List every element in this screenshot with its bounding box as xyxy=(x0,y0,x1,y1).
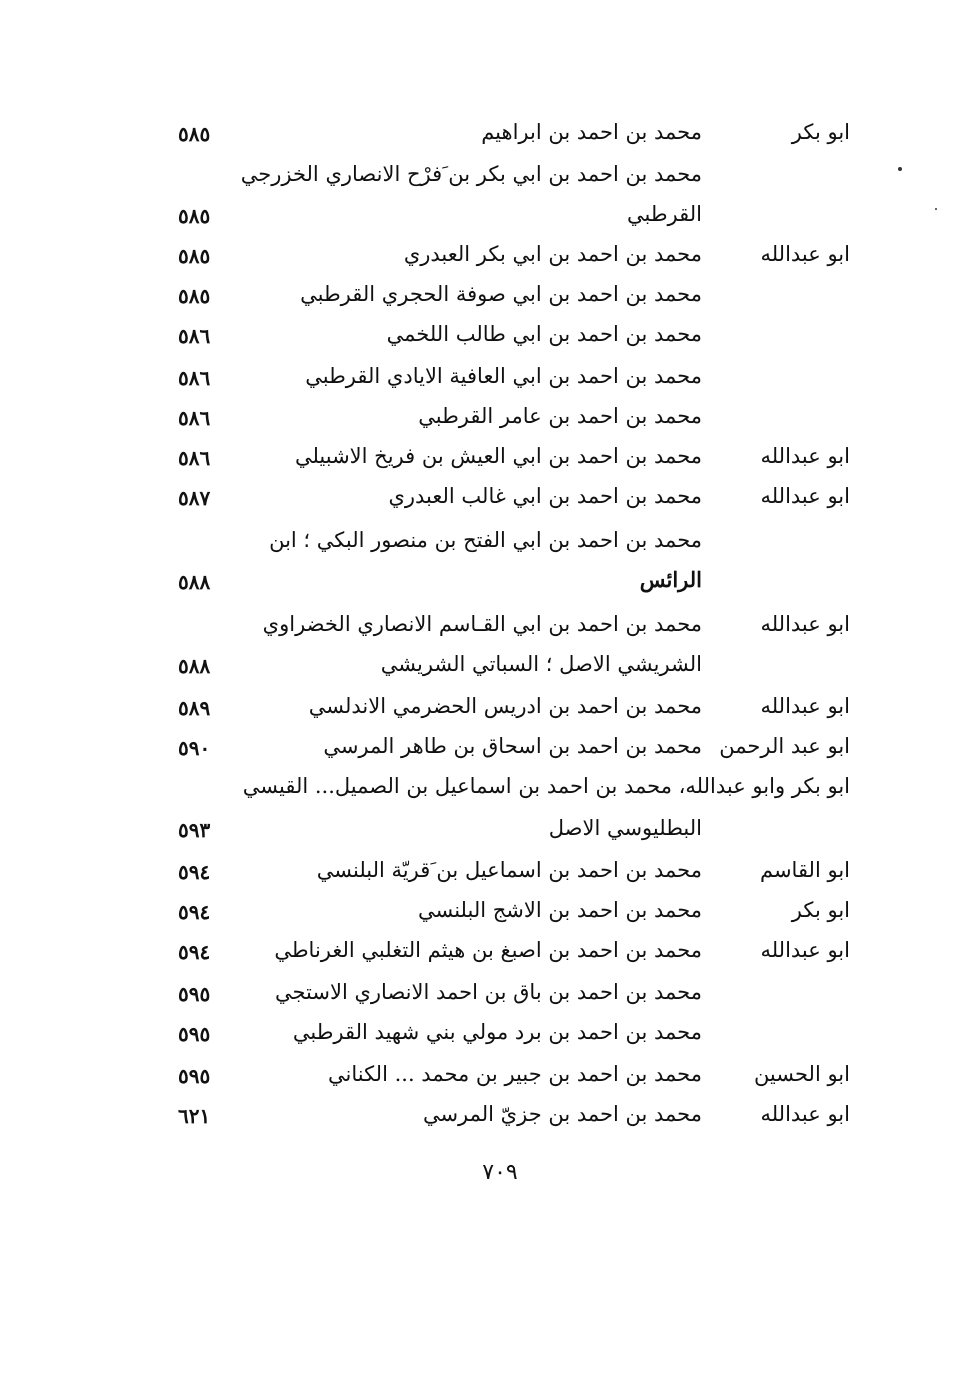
entry-kunya: ابو عبدالله xyxy=(760,484,850,508)
page-folio-number: ٧٠٩ xyxy=(482,1160,518,1185)
index-entry xyxy=(150,645,850,685)
entry-kunya: ابو الحسين xyxy=(753,1062,850,1086)
entry-page-number: ٥٨٦ xyxy=(178,406,211,430)
entry-name: محمد بن احمد بن ابي صوفة الحجري القرطبي xyxy=(300,282,702,306)
entry-page-number: ٥٩٤ xyxy=(178,900,211,924)
entry-page-number: ٥٩٤ xyxy=(178,940,211,964)
entry-name: البطليوسي الاصل xyxy=(548,816,702,840)
index-entry xyxy=(150,851,850,891)
entry-kunya: ابو بكر xyxy=(791,120,850,144)
index-entry xyxy=(150,113,850,153)
entry-page-number: ٥٨٦ xyxy=(178,446,211,470)
entry-kunya: ابو عبدالله xyxy=(760,1102,850,1126)
entry-kunya: ابو القاسم xyxy=(759,858,850,882)
entry-name: محمد بن احمد بن ابراهيم xyxy=(481,120,702,144)
entry-page-number: ٦٢١ xyxy=(178,1104,211,1128)
entry-kunya: ابو عبد الرحمن xyxy=(719,734,850,758)
entry-name: محمد بن احمد بن ابي طالب اللخمي xyxy=(386,322,702,346)
entry-name: محمد بن احمد بن ابي بكر العبدري xyxy=(403,242,702,266)
index-entry xyxy=(150,521,850,561)
entry-page-number: ٥٨٨ xyxy=(178,570,211,594)
entry-name: محمد بن احمد بن برد مولي بني شهيد القرطبي xyxy=(292,1020,702,1044)
index-entry xyxy=(150,767,850,807)
entry-name: محمد بن احمد بن اسماعيل بن َقريّة البلنسي xyxy=(316,858,702,882)
index-entry xyxy=(150,437,850,477)
entry-kunya: ابو عبدالله xyxy=(760,694,850,718)
index-entry xyxy=(150,809,850,849)
entry-name: محمد بن احمد بن جبير بن محمد ... الكناني xyxy=(328,1062,702,1086)
entry-name: محمد بن احمد بن الاشج البلنسي xyxy=(417,898,702,922)
index-entry xyxy=(150,397,850,437)
scan-speck xyxy=(935,208,937,210)
index-entry xyxy=(150,155,850,195)
entry-page-number: ٥٩٥ xyxy=(178,1022,211,1046)
entry-name: محمد بن احمد بن عامر القرطبي xyxy=(418,404,702,428)
entry-page-number: ٥٨٨ xyxy=(178,654,211,678)
index-entry xyxy=(150,973,850,1013)
entry-name: محمد بن احمد بن جزيّ المرسي xyxy=(422,1102,702,1126)
entry-name: محمد بن احمد بن ابي غالب العبدري xyxy=(388,484,702,508)
entry-name: محمد بن احمد بن ابي الفتح بن منصور البكي ؛ ابن xyxy=(269,528,702,552)
scan-speck xyxy=(898,167,902,171)
entry-page-number: ٥٨٦ xyxy=(178,324,211,348)
entry-page-number: ٥٩٠ xyxy=(178,736,211,760)
entry-kunya: ابو بكر xyxy=(791,898,850,922)
entry-name: محمد بن احمد بن باق بن احمد الانصاري الاستجي xyxy=(274,980,702,1004)
entry-name: الشريشي الاصل ؛ السباتي الشريشي xyxy=(380,652,702,676)
entry-page-number: ٥٩٤ xyxy=(178,860,211,884)
index-entry xyxy=(150,1013,850,1053)
entry-kunya: ابو عبدالله xyxy=(760,242,850,266)
entry-name: محمد بن احمد بن ابي بكر بن َفرْح الانصاري الخزرجي xyxy=(240,162,702,186)
index-entry xyxy=(150,1095,850,1135)
entry-page-number: ٥٩٥ xyxy=(178,982,211,1006)
index-entry xyxy=(150,477,850,517)
entry-kunya: ابو عبدالله xyxy=(760,612,850,636)
entry-name: الرائس xyxy=(639,567,702,592)
index-entry xyxy=(150,605,850,645)
index-entry xyxy=(150,687,850,727)
index-entry xyxy=(150,315,850,355)
index-entry xyxy=(150,931,850,971)
entry-name: محمد بن احمد بن ابي القـاسم الانصاري الخضراوي xyxy=(262,612,702,636)
entry-page-number: ٥٨٥ xyxy=(178,284,211,308)
index-entry xyxy=(150,561,850,601)
index-entry xyxy=(150,727,850,767)
entry-name: محمد بن احمد بن ادريس الحضرمي الاندلسي xyxy=(308,694,702,718)
entry-name: محمد بن احمد بن اسحاق بن طاهر المرسي xyxy=(323,734,702,758)
entry-page-number: ٥٨٦ xyxy=(178,366,211,390)
index-entry xyxy=(150,1055,850,1095)
entry-page-number: ٥٨٥ xyxy=(178,204,211,228)
index-entry xyxy=(150,357,850,397)
index-entry xyxy=(150,195,850,235)
entry-page-number: ٥٨٥ xyxy=(178,122,211,146)
entry-name: محمد بن احمد بن اصبغ بن هيثم التغلبي الغرناطي xyxy=(274,938,702,962)
entry-page-number: ٥٨٥ xyxy=(178,244,211,268)
entry-page-number: ٥٩٣ xyxy=(178,818,211,842)
entry-page-number: ٥٨٩ xyxy=(178,696,211,720)
entry-name: القرطبي xyxy=(627,202,702,226)
entry-page-number: ٥٩٥ xyxy=(178,1064,211,1088)
entry-name: ابو بكر وابو عبدالله، محمد بن احمد بن اسماعيل بن الصميل... القيسي xyxy=(242,774,850,798)
index-entry xyxy=(150,891,850,931)
index-entry xyxy=(150,275,850,315)
entry-kunya: ابو عبدالله xyxy=(760,444,850,468)
entry-name: محمد بن احمد بن ابي العافية الايادي القرطبي xyxy=(305,364,702,388)
index-entry xyxy=(150,235,850,275)
entry-page-number: ٥٨٧ xyxy=(178,486,211,510)
entry-kunya: ابو عبدالله xyxy=(760,938,850,962)
entry-name: محمد بن احمد بن ابي العيش بن فريخ الاشبيلي xyxy=(294,444,702,468)
